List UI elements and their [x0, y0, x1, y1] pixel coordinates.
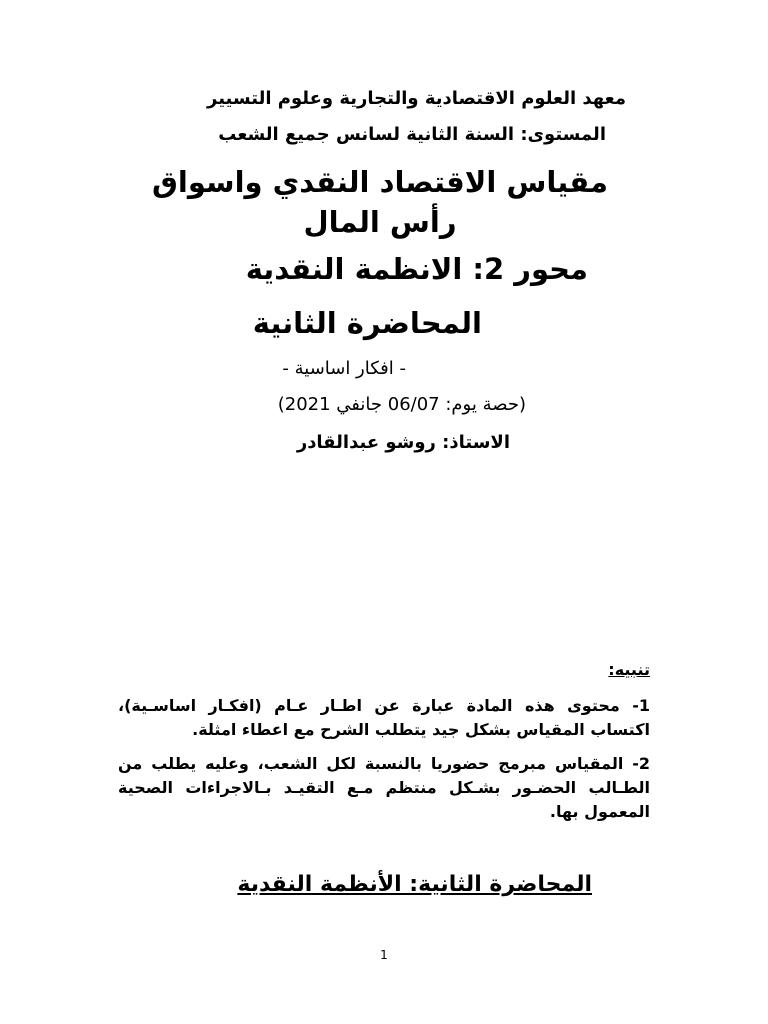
study-level: المستوى: السنة الثانية لسانس جميع الشعب: [218, 124, 606, 145]
institute-name: معهد العلوم الاقتصادية والتجارية وعلوم التسيير: [207, 88, 626, 109]
notice-heading: تنبيه:: [608, 660, 650, 679]
notice-item-2: 2- المقياس مبرمج حضوريا بالنسبة لكل الشعب، وعليه يطلب من الطـالب الحضـور بشـكل منتظم مـع التقيـد بـالاجراءات الصحية المعمول بها.: [118, 754, 650, 821]
lecture-heading: المحاضرة الثانية: [252, 306, 482, 340]
professor-name: الاستاذ: روشو عبدالقادر: [296, 432, 510, 453]
basic-ideas-label: - افكار اساسية -: [282, 358, 406, 379]
section-title: المحاضرة الثانية: الأنظمة النقدية: [237, 872, 592, 897]
notice-item-1: 1- محتوى هذه المادة عبارة عن اطـار عـام (افكـار اساسـية)، اكتساب المقياس بشكل جيد يتطلب الشرح مع اعطاء امثلة.: [118, 696, 650, 739]
session-date: (حصة يوم: 06/07 جانفي 2021): [277, 394, 526, 415]
page-number: 1: [380, 948, 388, 962]
course-title: مقياس الاقتصاد النقدي واسواق رأس المال: [152, 165, 608, 239]
axis-heading: محور 2: الانظمة النقدية: [245, 252, 588, 286]
